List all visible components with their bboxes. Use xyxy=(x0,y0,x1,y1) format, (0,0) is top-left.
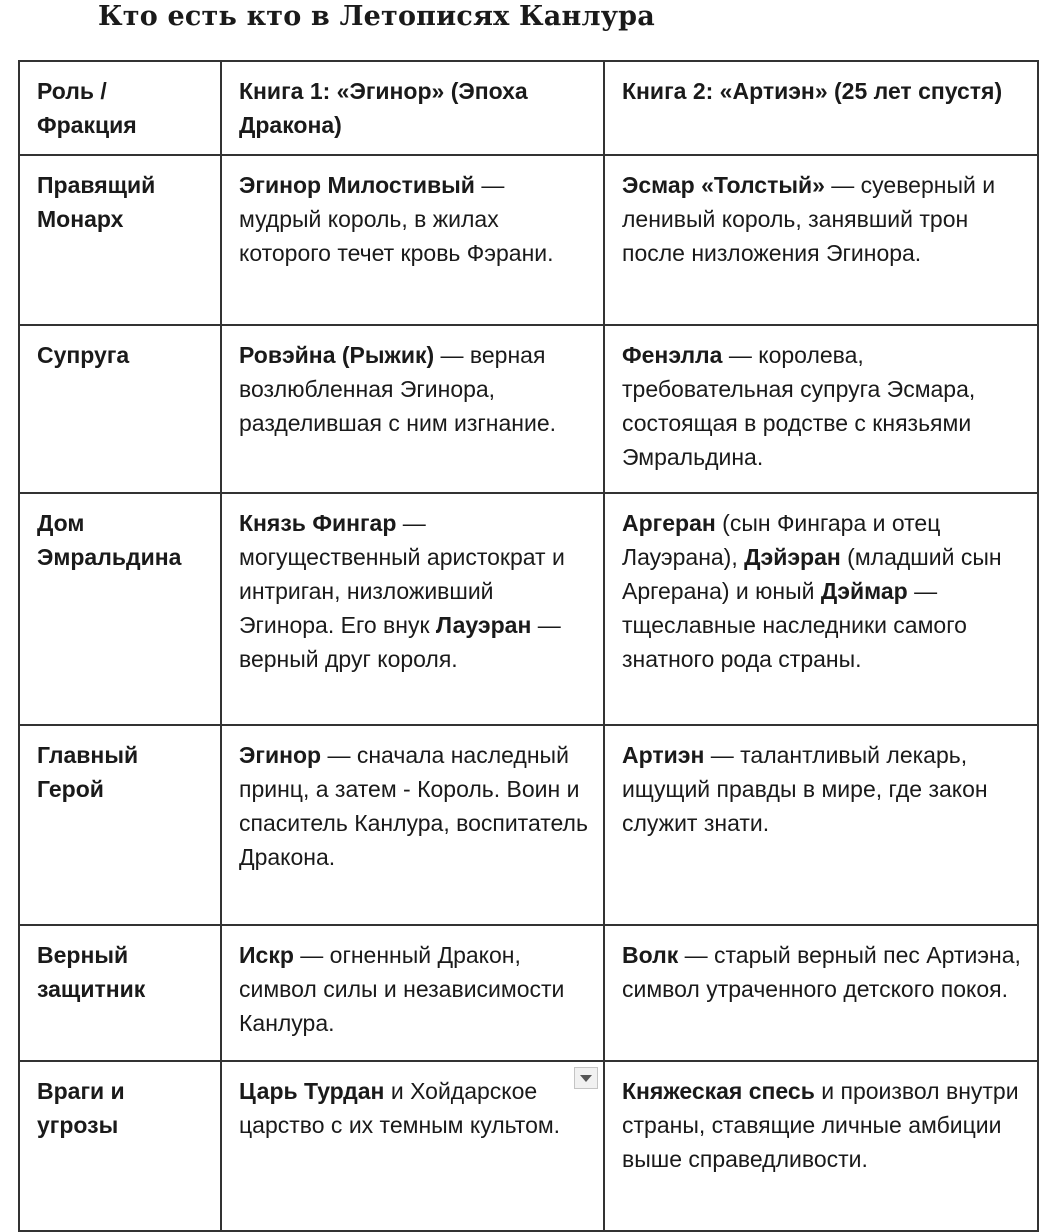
book-2-cell xyxy=(604,725,1038,925)
character-name: Царь Турдан xyxy=(239,1078,385,1104)
character-name: Князь Фингар xyxy=(239,510,397,536)
character-description: — сначала наследный принц, а затем - Король. Воин и спаситель Канлура, воспитатель Дракона. xyxy=(239,742,588,870)
role-cell: Правящий Монарх xyxy=(19,155,221,325)
character-description: — старый верный пес Артиэна, символ утраченного детского покоя. xyxy=(622,942,1021,1002)
character-name: Лауэран xyxy=(435,612,532,638)
book-2-cell xyxy=(604,493,1038,725)
book-1-cell xyxy=(221,155,604,325)
character-name: Волк xyxy=(622,942,679,968)
character-name: Эгинор xyxy=(239,742,322,768)
character-description: — верная возлюбленная Эгинора, разделившая с ним изгнание. xyxy=(239,342,557,436)
role-cell: Враги и угрозы xyxy=(19,1061,221,1231)
role-cell: Супруга xyxy=(19,325,221,493)
character-description: — талантливый лекарь, ищущий правды в мире, где закон служит знати. xyxy=(622,742,988,836)
book-1-cell xyxy=(221,325,604,493)
character-description: (младший сын Аргерана) и юный xyxy=(622,544,1002,604)
book-2-cell xyxy=(604,155,1038,325)
character-description: (сын Фингара и отец Лауэрана), xyxy=(622,510,941,570)
character-description: — могущественный аристократ и интриган, низложивший Эгинора. Его внук xyxy=(239,510,565,638)
table-row xyxy=(19,155,1038,325)
character-name: Искр xyxy=(239,942,294,968)
table-row xyxy=(19,1061,1038,1231)
character-name: Аргеран xyxy=(622,510,716,536)
character-name: Дэймар xyxy=(820,578,908,604)
book-2-cell xyxy=(604,1061,1038,1231)
book-2-cell xyxy=(604,925,1038,1061)
header-role: Роль / Фракция xyxy=(19,61,221,155)
book-1-cell xyxy=(221,493,604,725)
character-description: — тщеславные наследники самого знатного рода страны. xyxy=(622,578,967,672)
characters-table xyxy=(18,60,1039,1232)
cell-menu-dropdown-icon[interactable] xyxy=(574,1067,598,1089)
table-row xyxy=(19,725,1038,925)
table-row xyxy=(19,493,1038,725)
character-description: и Хойдарское царство с их темным культом. xyxy=(239,1078,561,1138)
character-name: Эгинор Милостивый xyxy=(239,172,475,198)
page-title: Кто есть кто в Летописях Канлура xyxy=(98,1,655,32)
book-1-cell xyxy=(221,925,604,1061)
table-row xyxy=(19,325,1038,493)
table-header-row xyxy=(19,61,1038,155)
character-description: и произвол внутри страны, ставящие личные амбиции выше справедливости. xyxy=(622,1078,1019,1172)
book-2-cell xyxy=(604,325,1038,493)
character-description: — верный друг короля. xyxy=(239,612,561,672)
header-book-1: Книга 1: «Эгинор» (Эпоха Дракона) xyxy=(221,61,604,155)
book-1-cell xyxy=(221,1061,604,1231)
character-name: Артиэн xyxy=(622,742,705,768)
character-description: — огненный Дракон, символ силы и независимости Канлура. xyxy=(239,942,565,1036)
character-name: Эсмар «Толстый» xyxy=(622,172,825,198)
table-row xyxy=(19,925,1038,1061)
character-description: — суеверный и ленивый король, занявший трон после низложения Эгинора. xyxy=(622,172,996,266)
header-book-2: Книга 2: «Артиэн» (25 лет спустя) xyxy=(604,61,1038,155)
character-description: — мудрый король, в жилах которого течет кровь Фэрани. xyxy=(239,172,554,266)
character-name: Ровэйна (Рыжик) xyxy=(239,342,435,368)
role-cell: Верный защитник xyxy=(19,925,221,1061)
character-name: Княжеская спесь xyxy=(622,1078,815,1104)
role-cell: Дом Эмральдина xyxy=(19,493,221,725)
character-description: — королева, требовательная супруга Эсмара, состоящая в родстве с князьями Эмральдина. xyxy=(622,342,976,470)
role-cell: Главный Герой xyxy=(19,725,221,925)
character-name: Фенэлла xyxy=(622,342,723,368)
character-name: Дэйэран xyxy=(744,544,841,570)
book-1-cell xyxy=(221,725,604,925)
